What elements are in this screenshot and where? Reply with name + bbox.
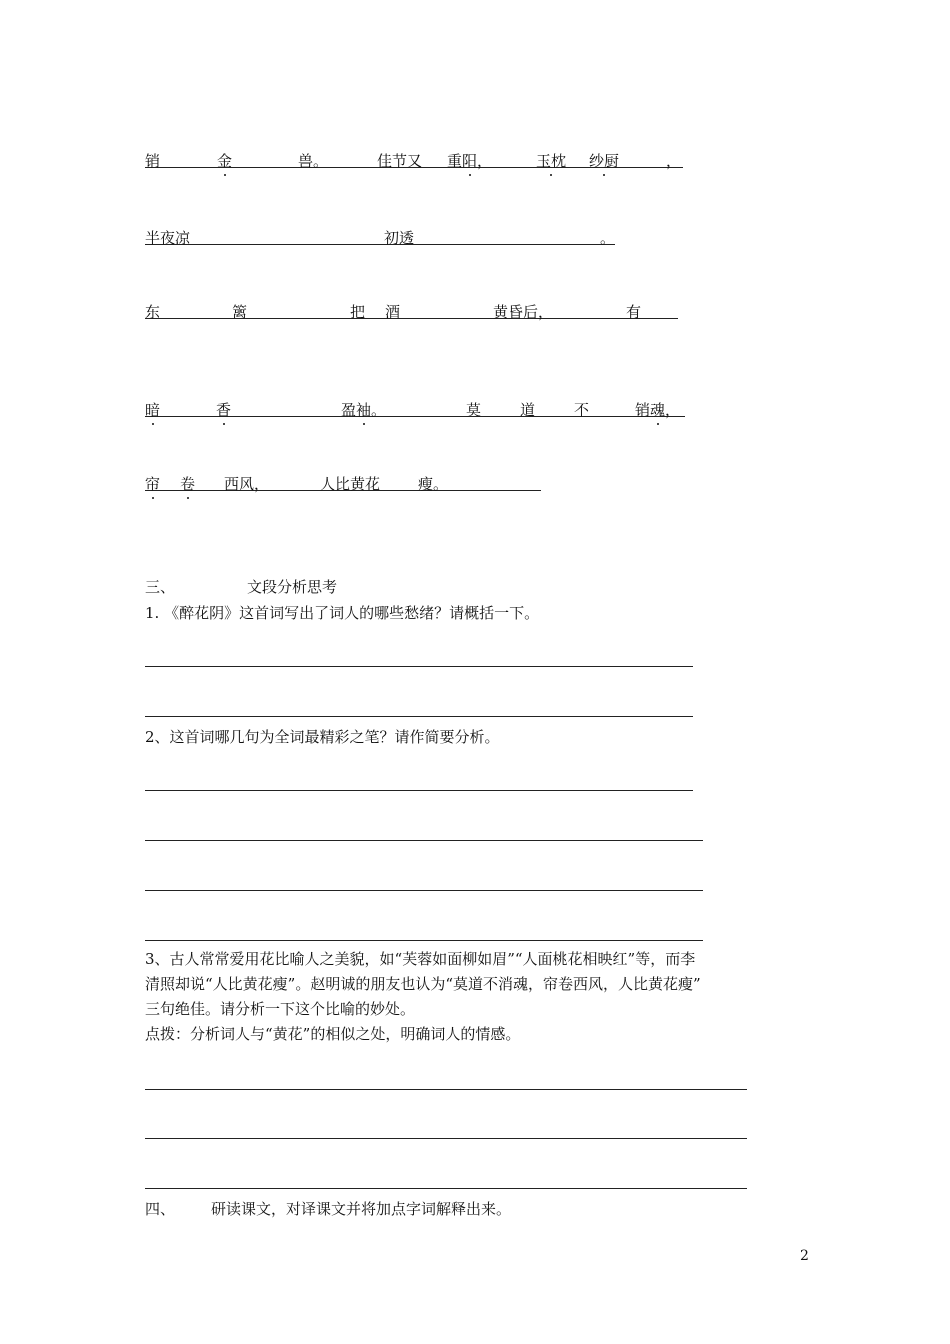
poem-word: 人比黄花 <box>320 475 381 493</box>
question-2: 2、这首词哪几句为全词最精彩之笔？请作简要分析。 <box>145 728 500 746</box>
hint: 点拨：分析词人与“黄花”的相似之处，明确词人的情感。 <box>145 1025 521 1043</box>
page-number: 2 <box>800 1248 809 1264</box>
poem-word: 西风， <box>224 475 270 493</box>
poem-word: 道 <box>520 401 536 419</box>
poem-word: 东 <box>145 303 161 321</box>
answer-line[interactable] <box>145 890 703 891</box>
section-number: 三、 <box>145 578 176 596</box>
poem-word: 。 <box>600 229 616 247</box>
poem-word: 莫 <box>466 401 482 419</box>
poem-word: 瘦。 <box>418 475 449 493</box>
poem-word: 有 <box>626 303 642 321</box>
answer-line[interactable] <box>145 1188 747 1189</box>
poem-word: 把 <box>350 303 366 321</box>
question-3-line: 清照却说“人比黄花瘦”。赵明诚的朋友也认为“莫道不消魂，帘卷西风，人比黄花瘦” <box>145 975 701 993</box>
poem-word-dotted: 卷 <box>180 475 196 493</box>
poem-word: 佳节又 <box>377 152 423 170</box>
poem-word-dotted: 盈袖。 <box>341 401 387 419</box>
poem-word: 不 <box>574 401 590 419</box>
answer-line[interactable] <box>145 790 693 791</box>
underline <box>145 244 615 245</box>
poem-word-dotted: 香 <box>216 401 232 419</box>
answer-line[interactable] <box>145 666 693 667</box>
poem-word-dotted: 暗 <box>145 401 161 419</box>
question-3-line: 三句绝佳。请分析一下这个比喻的妙处。 <box>145 1000 416 1018</box>
question-3-line: 3、古人常常爱用花比喻人之美貌，如“芙蓉如面柳如眉”“人面桃花相映红”等，而李 <box>145 950 696 968</box>
poem-word: 初透 <box>384 229 415 247</box>
poem-word-dotted: 帘 <box>145 475 161 493</box>
poem-word-dotted: 玉枕 <box>536 152 567 170</box>
poem-word: 半夜凉 <box>145 229 191 247</box>
answer-line[interactable] <box>145 940 703 941</box>
answer-line[interactable] <box>145 1138 747 1139</box>
poem-word: 黄昏后， <box>493 303 554 321</box>
poem-word: 酒 <box>385 303 401 321</box>
poem-word: 兽。 <box>298 152 329 170</box>
section-title: 文段分析思考 <box>247 578 338 596</box>
answer-line[interactable] <box>145 840 703 841</box>
poem-word-dotted: 纱厨 <box>589 152 620 170</box>
answer-line[interactable] <box>145 1089 747 1090</box>
underline <box>145 318 678 319</box>
section-number: 四、 <box>145 1200 176 1218</box>
answer-line[interactable] <box>145 716 693 717</box>
poem-word: 篱 <box>232 303 248 321</box>
poem-word-dotted: 金 <box>217 152 233 170</box>
poem-word-dotted: 销魂， <box>635 401 681 419</box>
poem-word: ， <box>666 152 682 170</box>
poem-word: 销 <box>145 152 161 170</box>
question-1: 1. 《醉花阴》这首词写出了词人的哪些愁绪？请概括一下。 <box>145 604 540 622</box>
poem-word-dotted: 重阳， <box>447 152 493 170</box>
section-title: 研读课文，对译课文并将加点字词解释出来。 <box>211 1200 512 1218</box>
